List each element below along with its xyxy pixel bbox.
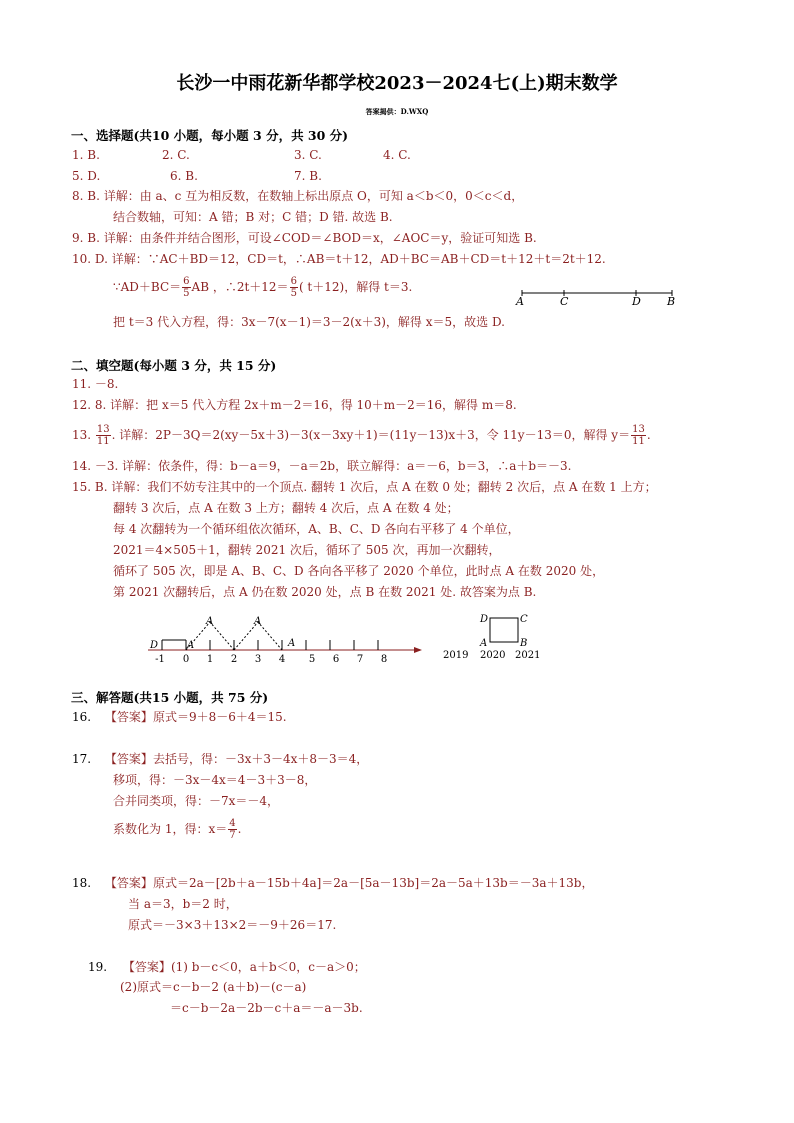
tick-label: 3 — [254, 654, 262, 664]
square-diagram — [440, 610, 550, 662]
answer-3: 3. C. — [294, 148, 322, 162]
segment-label-a: A — [516, 295, 524, 308]
answer-18-line3: 原式＝－3×3＋13×2＝－9＋26＝17. — [128, 918, 337, 932]
tick-label: 6 — [332, 654, 340, 664]
answer-8-line1: 8. B. 详解：由 a、c 互为相反数，在数轴上标出原点 O，可知 a＜b＜0，0＜c＜d， — [72, 189, 524, 203]
fraction-numerator: 4 — [229, 818, 236, 829]
answer-10-line2 — [113, 273, 412, 301]
axis-label-d: D — [150, 640, 159, 651]
page-title: 长沙一中雨花新华都学校2023－2024七(上)期末数学 — [176, 73, 618, 94]
answer-15-line1: 15. B. 详解：我们不妨专注其中的一个顶点. 翻转 1 次后，点 A 在数 0 处；翻转 2 次后，点 A 在数 1 上方； — [72, 480, 657, 494]
answer-17-line3: 合并同类项，得：－7x＝－4， — [113, 794, 280, 808]
answer-17-line1 — [72, 752, 368, 766]
answer-tag: 【答案】 — [104, 752, 153, 766]
answer-15-line4: 2021＝4×505＋1，翻转 2021 次后，循环了 505 次，再加一次翻转， — [113, 543, 501, 557]
fraction-denominator: 5 — [290, 288, 297, 299]
fraction-numerator: 6 — [290, 276, 297, 287]
answer-tag: 【答案】 — [104, 710, 153, 724]
answer-10-text-c: ( t＋12)，解得 t＝3. — [298, 280, 413, 294]
fraction-denominator: 5 — [183, 288, 190, 299]
fraction-6-5 — [182, 276, 190, 299]
answer-15-line2: 翻转 3 次后，点 A 在数 3 上方；翻转 4 次后，点 A 在数 4 处； — [113, 501, 459, 515]
fraction-numerator: 6 — [183, 276, 190, 287]
answer-18-line1 — [72, 876, 593, 890]
tick-label: 1 — [206, 654, 214, 664]
answer-19-line3: ＝c－b－2a－2b－c＋a＝－a－3b. — [170, 1001, 363, 1015]
tick-label: 4 — [278, 654, 286, 664]
tick-label: 5 — [308, 654, 316, 664]
answer-18-line2: 当 a＝3，b＝2 时， — [128, 897, 238, 911]
answer-14: 14. －3. 详解：依条件，得：b－a＝9，－a＝2b，联立解得：a＝－6，b＝3，∴a＋b＝－3. — [72, 459, 572, 473]
answer-provider: 答案揭供：D.WXQ — [365, 107, 429, 116]
segment-label-b: B — [667, 295, 676, 308]
answer-10-text-b: AB ，∴2t＋12＝ — [191, 280, 289, 294]
question-number: 18. — [72, 876, 92, 890]
answer-6: 6. B. — [170, 169, 198, 183]
answer-19-line2: (2)原式＝c－b－2 (a＋b)－(c－a) — [120, 980, 307, 994]
square-label-c: C — [520, 614, 528, 625]
answer-11: 11. －8. — [72, 377, 119, 391]
tick-label: 7 — [356, 654, 364, 664]
answer-10-text-a: ∵AD＋BC＝ — [113, 280, 182, 294]
answer-tag: 【答案】 — [104, 876, 153, 890]
answer-16 — [72, 710, 287, 724]
fraction-6-5 — [290, 276, 298, 299]
square-label-a: A — [480, 638, 488, 649]
square-tick-2020: 2020 — [480, 650, 506, 661]
tick-label: -1 — [155, 654, 165, 664]
segment-label-c: C — [560, 295, 569, 308]
rotation-number-line-diagram — [140, 612, 430, 664]
answer-17-line2: 移项，得：－3x－4x＝4－3＋3－8， — [113, 773, 317, 787]
section-heading-choice: 一、选择题(共10 小题，每小题 3 分，共 30 分) — [71, 128, 349, 143]
axis-label-a: A — [206, 616, 214, 627]
answer-13-text: . 详解：2P－3Q＝2(xy－5x＋3)－3(x－3xy＋1)＝(11y－13)x＋3，令 11y－13＝0，解得 y＝ — [111, 428, 631, 442]
answer-8-line2: 结合数轴，可知：A 错；B 对；C 错；D 错. 故选 B. — [113, 210, 393, 224]
answer-1: 1. B. — [72, 148, 100, 162]
tick-label: 0 — [182, 654, 190, 664]
answer-10-line3: 把 t＝3 代入方程，得：3x－7(x－1)＝3－2(x＋3)，解得 x＝5，故选 D. — [113, 315, 505, 329]
axis-label-a: A — [254, 616, 262, 627]
segment-diagram — [510, 285, 682, 309]
fraction-13-11 — [96, 424, 111, 447]
question-number: 16. — [72, 710, 92, 724]
section-heading-fill: 二、填空题(每小题 3 分，共 15 分) — [71, 358, 277, 373]
square-label-b: B — [520, 638, 528, 649]
square-label-d: D — [480, 614, 489, 625]
segment-label-d: D — [632, 295, 641, 308]
answer-17-text: 去括号，得：－3x＋3－4x＋8－3＝4， — [152, 752, 369, 766]
axis-label-a: A — [288, 638, 296, 649]
fraction-13-11 — [631, 424, 646, 447]
question-number: 19. — [88, 960, 108, 974]
answer-4: 4. C. — [383, 148, 411, 162]
fraction-numerator: 13 — [632, 424, 645, 435]
answer-15-line5: 循环了 505 次，即是 A、B、C、D 各向各平移了 2020 个单位，此时点 A 在数 2020 处， — [113, 564, 605, 578]
tick-label: 8 — [380, 654, 388, 664]
fraction-denominator: 11 — [632, 436, 645, 447]
answer-17-line4 — [113, 814, 241, 844]
square — [490, 618, 518, 642]
tick-label: 2 — [230, 654, 238, 664]
answer-19-text: (1) b－c＜0，a＋b＜0，c－a＞0； — [170, 960, 366, 974]
answer-17-text: 系数化为 1，得：x＝ — [113, 822, 228, 836]
answer-15-line6: 第 2021 次翻转后，点 A 仍在数 2020 处，点 B 在数 2021 处. 故答案为点 B. — [113, 585, 537, 599]
answer-13-prefix: 13. — [72, 428, 92, 442]
answer-15-line3: 每 4 次翻转为一个循环组依次循环，A、B、C、D 各向右平移了 4 个单位， — [113, 522, 520, 536]
answer-10-line1: 10. D. 详解：∵AC＋BD＝12，CD＝t，∴AB＝t＋12，AD＋BC＝AB＋CD＝t＋12＋t＝2t＋12. — [72, 252, 606, 266]
answer-9: 9. B. 详解：由条件并结合图形，可设∠COD＝∠BOD＝x，∠AOC＝y，验证可知选 B. — [72, 231, 537, 245]
square-tick-2019: 2019 — [443, 650, 469, 661]
square-tick-2021: 2021 — [515, 650, 541, 661]
answer-5: 5. D. — [72, 169, 101, 183]
section-heading-solve: 三、解答题(共15 小题，共 75 分) — [71, 690, 269, 705]
question-number: 17. — [72, 752, 92, 766]
fraction-numerator: 13 — [96, 424, 110, 435]
answer-19-line1 — [88, 960, 366, 974]
answer-18-text: 原式＝2a－[2b＋a－15b＋4a]＝2a－[5a－13b]＝2a－5a＋13b＝－3a＋13b， — [152, 876, 594, 890]
answer-13-end: . — [646, 428, 651, 442]
answer-17-end: . — [237, 822, 242, 836]
fraction-4-7 — [228, 818, 236, 841]
answer-12: 12. 8. 详解：把 x＝5 代入方程 2x＋m－2＝16，得 10＋m－2＝16，解得 m＝8. — [72, 398, 517, 412]
axis-label-a: A — [187, 640, 195, 651]
axis-arrow-icon — [414, 647, 422, 653]
fraction-denominator: 11 — [96, 436, 110, 447]
answer-2: 2. C. — [162, 148, 190, 162]
answer-7: 7. B. — [294, 169, 322, 183]
fraction-denominator: 7 — [229, 830, 236, 841]
answer-13 — [72, 420, 651, 450]
answer-tag: 【答案】 — [122, 960, 171, 974]
answer-16-text: 原式＝9＋8－6＋4＝15. — [152, 710, 287, 724]
